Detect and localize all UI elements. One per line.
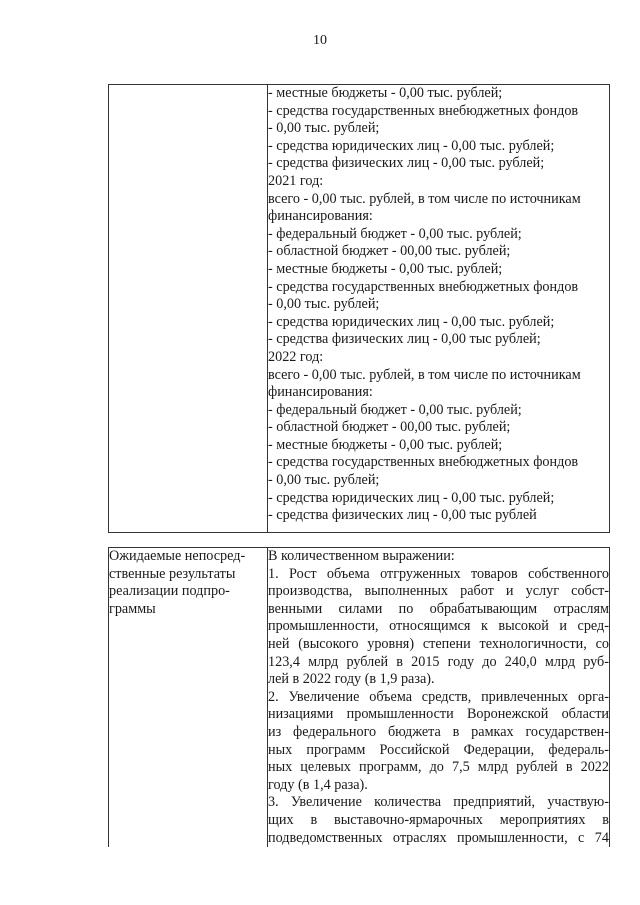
financing-year: 2021 год: bbox=[268, 172, 324, 189]
table-row bbox=[109, 548, 610, 848]
financing-line: - 0,00 тыс. рублей; bbox=[268, 120, 380, 137]
financing-year: 2022 год: bbox=[268, 348, 324, 365]
financing-line: - 0,00 тыс. рублей; bbox=[268, 472, 380, 489]
financing-line: - средства физических лиц - 0,00 тыс рублей bbox=[268, 507, 537, 524]
financing-line: - 0,00 тыс. рублей; bbox=[268, 296, 380, 313]
results-label-line: реализации подпро- bbox=[109, 583, 230, 600]
result-line: году (в 1,4 раза). bbox=[268, 776, 368, 793]
table-row-gap bbox=[109, 533, 610, 548]
page-number: 10 bbox=[313, 33, 327, 48]
financing-line: - областной бюджет - 00,00 тыс. рублей; bbox=[268, 243, 511, 260]
result-line: щих в выставочно-ярмарочных мероприятиях в bbox=[268, 811, 609, 828]
financing-line: - местные бюджеты - 0,00 тыс. рублей; bbox=[268, 260, 503, 277]
result-line: 123,4 млрд рублей в 2015 году до 240,0 млрд руб- bbox=[268, 653, 609, 670]
financing-line: всего - 0,00 тыс. рублей, в том числе по источникам bbox=[268, 366, 581, 383]
result-line: 2. Увеличение объема средств, привлеченных орга- bbox=[268, 688, 609, 705]
result-line: промышленности, относящимся к высокой и сред- bbox=[268, 618, 609, 635]
passport-table bbox=[108, 84, 610, 847]
financing-line: финансирования: bbox=[268, 384, 373, 401]
financing-line: - средства юридических лиц - 0,00 тыс. рублей; bbox=[268, 313, 555, 330]
financing-line: - средства юридических лиц - 0,00 тыс. рублей; bbox=[268, 137, 555, 154]
financing-line: - средства государственных внебюджетных фондов bbox=[268, 102, 579, 119]
results-label-line: граммы bbox=[109, 600, 156, 617]
financing-cell bbox=[268, 85, 610, 533]
financing-line: - федеральный бюджет - 0,00 тыс. рублей; bbox=[268, 225, 522, 242]
result-line: венными силами по обрабатывающим отраслям bbox=[268, 600, 609, 617]
result-line: лей в 2022 году (в 1,9 раза). bbox=[268, 671, 435, 688]
gap-cell bbox=[109, 533, 268, 548]
results-cell bbox=[268, 548, 610, 848]
financing-line: всего - 0,00 тыс. рублей, в том числе по источникам bbox=[268, 190, 581, 207]
result-line: производства, выполненных работ и услуг собст- bbox=[268, 583, 609, 600]
results-label-line: Ожидаемые непосред- bbox=[109, 548, 246, 564]
financing-line: - федеральный бюджет - 0,00 тыс. рублей; bbox=[268, 401, 522, 418]
financing-line: - местные бюджеты - 0,00 тыс. рублей; bbox=[268, 85, 503, 101]
financing-line: - областной бюджет - 00,00 тыс. рублей; bbox=[268, 419, 511, 436]
results-intro: В количественном выражении: bbox=[268, 548, 455, 564]
financing-line: - средства физических лиц - 0,00 тыс рублей; bbox=[268, 331, 541, 348]
result-line: низациями промышленности Воронежской области bbox=[268, 706, 609, 723]
result-line: ней (высокого уровня) степени технологичности, со bbox=[268, 635, 609, 652]
table-row bbox=[109, 85, 610, 533]
financing-line: - средства государственных внебюджетных фондов bbox=[268, 278, 579, 295]
results-label-line: ственные результаты bbox=[109, 565, 236, 582]
result-line: 3. Увеличение количества предприятий, участвую- bbox=[268, 794, 609, 811]
financing-line: - местные бюджеты - 0,00 тыс. рублей; bbox=[268, 436, 503, 453]
gap-cell bbox=[268, 533, 610, 548]
financing-line: - средства юридических лиц - 0,00 тыс. рублей; bbox=[268, 489, 555, 506]
results-label-cell bbox=[109, 548, 268, 848]
row1-label-cell bbox=[109, 85, 268, 533]
financing-line: - средства государственных внебюджетных фондов bbox=[268, 454, 579, 471]
result-line: ных программ Российской Федерации, федераль- bbox=[268, 741, 609, 758]
financing-line: финансирования: bbox=[268, 208, 373, 225]
result-line: 1. Рост объема отгруженных товаров собственного bbox=[268, 565, 609, 582]
financing-line: - средства физических лиц - 0,00 тыс. рублей; bbox=[268, 155, 545, 172]
result-line: подведомственных отраслях промышленности, с 74 bbox=[268, 829, 609, 846]
result-line: из федерального бюджета в рамках государствен- bbox=[268, 723, 609, 740]
result-line: ных целевых программ, до 7,5 млрд рублей в 2022 bbox=[268, 759, 609, 776]
